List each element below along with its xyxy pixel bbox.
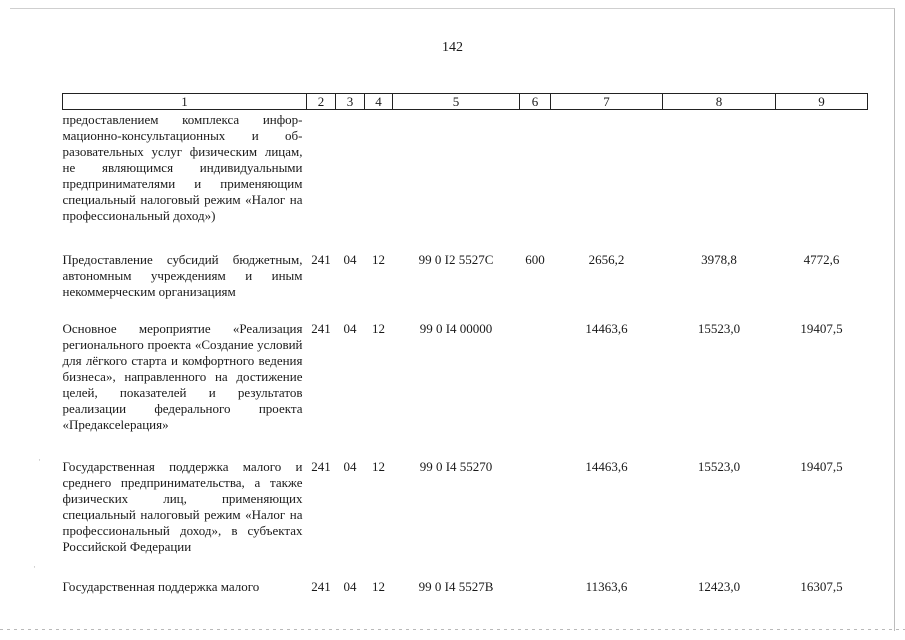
cell-subsection: 12 — [372, 458, 385, 474]
row-description: Основное мероприятие «Реализация регионального проекта «Создание условий для лёгкого старта и комфортного ведения бизнеса», направленного на достижение целей, показателей и результатов реализации федерального проекта «Предаксеleрация» — [62, 320, 303, 432]
page-number: 142 — [442, 40, 463, 55]
table-row — [63, 457, 868, 577]
cell-amount-2 — [663, 110, 776, 250]
cell-amount-1: 14463,6 — [585, 320, 628, 336]
cell-section: 04 — [343, 320, 357, 336]
column-number-row — [63, 94, 868, 110]
cell-subsection: 12 — [372, 251, 385, 267]
cell-amount-2: 15523,0 — [697, 320, 741, 336]
cell-target-article — [393, 110, 520, 250]
column-header: 7 — [551, 94, 663, 110]
cell-subsection — [365, 110, 393, 250]
cell-section — [336, 110, 365, 250]
cell-subsection: 12 — [372, 320, 385, 336]
cell-amount-2: 15523,0 — [697, 458, 741, 474]
column-header: 5 — [393, 94, 520, 110]
cell-section: 04 — [343, 251, 357, 267]
cell-expense-type: 600 — [525, 251, 545, 267]
row-description: Предоставление субсидий бюджетным, автономным учреждениям и иным некоммерческим организациям — [62, 251, 303, 299]
cell-expense-type — [520, 577, 551, 597]
column-header: 3 — [336, 94, 365, 110]
cell-target-article: 99 0 I2 5527C — [418, 251, 494, 267]
cell-grbs: 241 — [311, 578, 331, 594]
cell-target-article: 99 0 I4 5527B — [418, 578, 494, 594]
table-row — [63, 110, 868, 250]
column-header: 1 — [63, 94, 307, 110]
table-row — [63, 577, 868, 597]
cell-amount-2: 12423,0 — [697, 578, 741, 594]
cell-section: 04 — [343, 578, 357, 594]
row-description: Государственная поддержка малого и среднего предпринимательства, а также физических лиц, применяющих специальный налоговый режим «Налог на профессиональный доход», в субъектах Российской Федерации — [62, 458, 303, 554]
cell-amount-3 — [776, 110, 868, 250]
cell-grbs: 241 — [311, 251, 331, 267]
scan-speck: · — [38, 455, 41, 465]
scan-edge-line — [0, 629, 905, 630]
column-header: 8 — [663, 94, 776, 110]
table-row — [63, 250, 868, 319]
column-header: 4 — [365, 94, 393, 110]
cell-grbs: 241 — [311, 458, 331, 474]
cell-amount-3: 19407,5 — [800, 320, 843, 336]
table-row — [63, 319, 868, 457]
cell-subsection: 12 — [372, 578, 385, 594]
row-description: предоставлением комплекса информационно-консультационных и образовательных услуг физическим лицам, не являющимся индивидуальными предпринимателями и применяющим специальный налоговый режим «Налог на профессиональный доход») — [62, 112, 303, 223]
cell-amount-3: 4772,6 — [803, 251, 840, 267]
cell-amount-2: 3978,8 — [701, 251, 737, 267]
cell-amount-3: 19407,5 — [800, 458, 843, 474]
cell-amount-3: 16307,5 — [800, 578, 843, 594]
column-header: 9 — [776, 94, 868, 110]
cell-section: 04 — [343, 458, 357, 474]
budget-table — [62, 93, 868, 597]
cell-amount-1: 14463,6 — [585, 458, 628, 474]
cell-target-article: 99 0 I4 55270 — [419, 458, 493, 474]
cell-amount-1: 11363,6 — [585, 578, 628, 594]
cell-grbs: 241 — [311, 320, 331, 336]
scan-speck: · — [33, 562, 36, 572]
row-description: Государственная поддержка малого — [62, 578, 260, 594]
cell-expense-type — [520, 110, 551, 250]
column-header: 2 — [307, 94, 336, 110]
cell-amount-1 — [551, 110, 663, 250]
cell-amount-1: 2656,2 — [588, 251, 625, 267]
cell-grbs — [307, 110, 336, 250]
cell-expense-type — [520, 457, 551, 577]
cell-expense-type — [520, 319, 551, 457]
cell-target-article: 99 0 I4 00000 — [419, 320, 493, 336]
column-header: 6 — [520, 94, 551, 110]
